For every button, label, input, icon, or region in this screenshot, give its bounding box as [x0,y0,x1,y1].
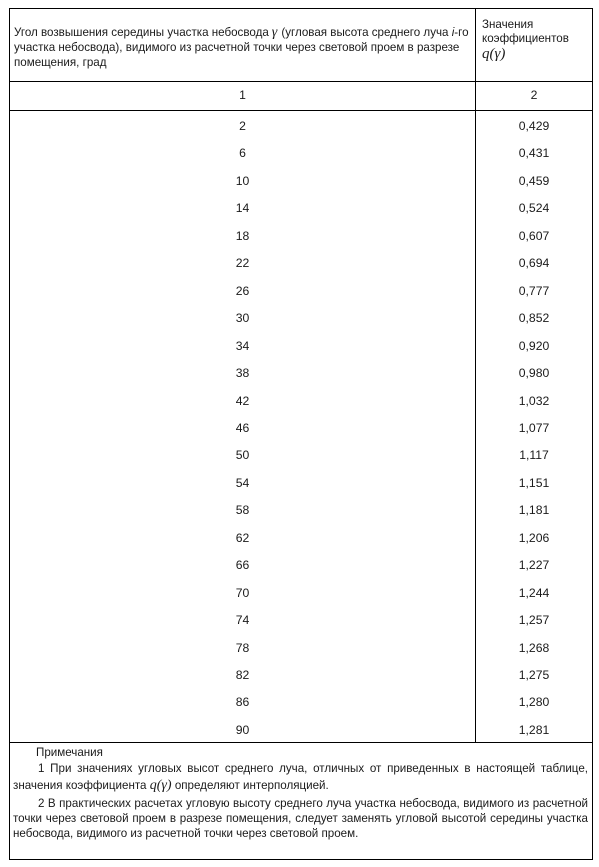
coefficient-cell: 0,852 [518,311,550,326]
coefficient-cell: 0,524 [518,201,550,216]
coefficient-cell: 1,227 [518,558,550,573]
header-text: (угловая высота среднего луча [281,26,452,39]
angle-cell: 54 [235,475,250,490]
table-row [10,525,592,552]
table-row [10,250,592,277]
coefficient-cell: 1,206 [518,530,550,545]
q-gamma-formula: q(γ) [149,778,172,793]
table-row [10,113,592,140]
table-row [10,415,592,442]
table-row [10,607,592,634]
note-1: 1 При значениях угловых высот среднего луча, отличных от приведенных в настоящей таблице, значения коэффициента q(γ) определяют интерполяцией. [13,762,588,793]
angle-cell: 50 [235,448,250,463]
header-divider [10,81,592,82]
coefficient-cell: 0,694 [518,256,550,271]
table-row [10,442,592,469]
angle-cell: 70 [235,585,250,600]
notes [10,745,592,841]
angle-cell: 46 [235,420,250,435]
header-text: -го участка небосвода), видимого из расчетной точки через световой проем в разрезе помещения, град [14,26,469,69]
table-row [10,497,592,524]
angle-cell: 90 [235,722,250,737]
coefficient-cell: 1,117 [519,448,549,463]
table-row [10,662,592,689]
notes-title: Примечания [36,746,103,759]
table-row [10,305,592,332]
header-text: Значения коэффициентов [482,18,569,45]
angle-cell: 26 [235,283,250,298]
table-row [10,195,592,222]
table-row [10,140,592,167]
angle-cell: 62 [235,530,250,545]
coefficient-column-header [482,18,590,61]
column-number: 2 [530,88,538,102]
table-row [10,388,592,415]
coefficient-cell: 0,431 [518,146,550,161]
angle-cell: 58 [235,503,250,518]
angle-cell: 66 [235,558,250,573]
table-row [10,635,592,662]
table-row [10,689,592,716]
angle-cell: 74 [235,613,250,628]
coefficient-cell: 0,980 [518,366,550,381]
coefficient-cell: 1,032 [518,393,550,408]
angle-cell: 34 [235,338,250,353]
header-text: Угол возвышения середины участка небосвода [14,26,269,39]
angle-cell: 6 [239,146,246,161]
coefficient-cell: 1,257 [518,613,550,628]
angle-cell: 22 [235,256,250,271]
angle-cell: 2 [239,119,246,133]
angle-cell: 38 [235,366,250,381]
coefficient-cell: 1,280 [518,695,550,710]
angle-cell: 82 [235,668,250,682]
angle-cell: 86 [235,695,250,710]
column-number: 1 [239,88,246,102]
angle-cell: 14 [235,201,250,216]
angle-column-header [14,25,469,70]
table-row [10,470,592,497]
column-numbers-divider [10,110,592,111]
coefficient-cell: 0,607 [518,228,550,243]
index-i: i [451,26,455,39]
angle-cell: 78 [235,640,250,655]
table-row [10,717,592,744]
table-row [10,168,592,195]
note-2: 2 В практических расчетах угловую высоту среднего луча участка небосвода, видимого из расчетной точки через световой проем в разрезе помещения, следует заменять угловой высотой середины участка небосвода, видимого из расчетной точки через световой проем. [13,797,588,840]
angle-cell: 18 [235,228,250,243]
coefficient-cell: 0,777 [518,283,550,298]
coefficient-cell: 0,459 [518,173,550,188]
q-gamma-formula: q(γ) [482,46,506,62]
coefficient-cell: 0,429 [518,119,550,133]
table-row [10,278,592,305]
coefficient-cell: 1,281 [518,722,550,737]
coefficient-cell: 1,244 [518,585,550,600]
gamma-symbol: γ [271,25,278,40]
coefficient-table [9,8,593,860]
coefficient-cell: 1,268 [518,640,550,655]
coefficient-cell: 0,920 [518,338,550,353]
table-row [10,223,592,250]
angle-cell: 30 [235,311,250,326]
coefficient-cell: 1,181 [518,503,550,518]
coefficient-cell: 1,077 [518,420,550,435]
coefficient-cell: 1,275 [518,668,550,682]
table-row [10,360,592,387]
coefficient-cell: 1,151 [518,475,550,490]
angle-cell: 42 [235,393,250,408]
angle-cell: 10 [235,173,250,188]
table-row [10,580,592,607]
table-row [10,333,592,360]
table-row [10,552,592,579]
